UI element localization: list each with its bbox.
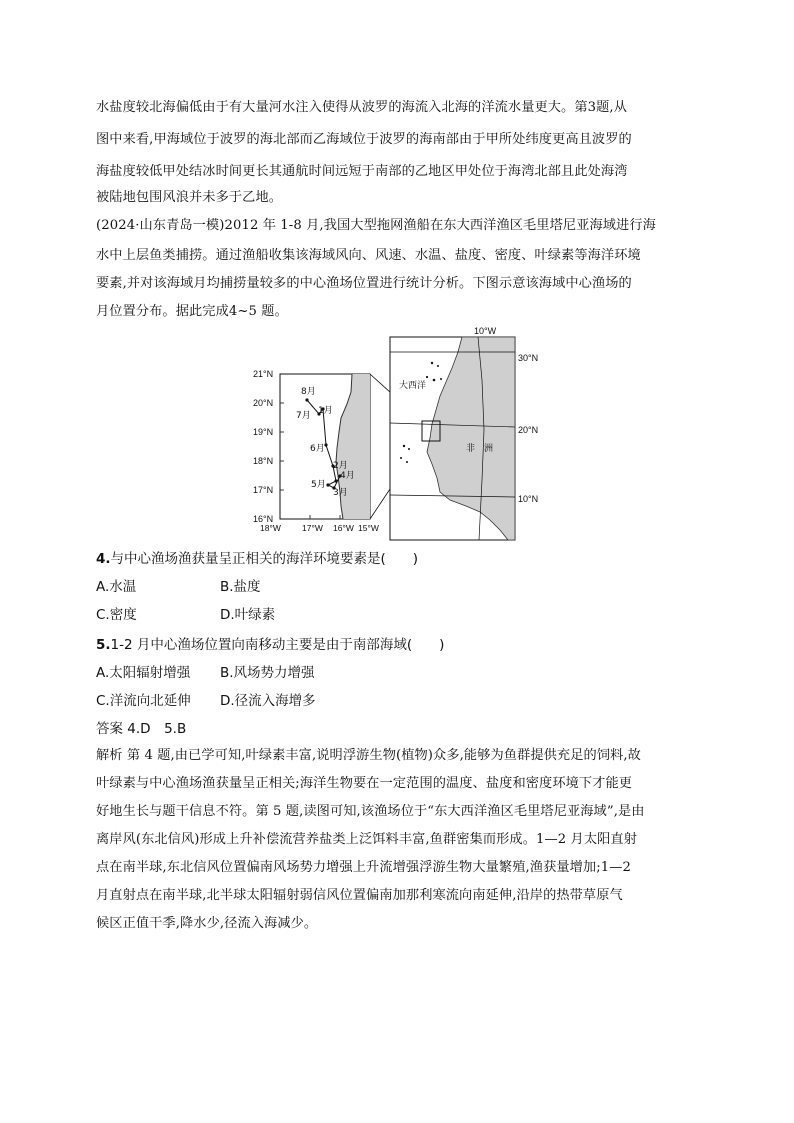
q5-number: 5. [96, 637, 111, 653]
ocean-label: 大西洋 [399, 381, 427, 391]
q4-number: 4. [96, 551, 111, 567]
inset-lat-18: 18°N [253, 456, 274, 466]
analysis-line-6: 月直射点在南半球,北半球太阳辐射弱信风位置偏南加那利寒流向南延伸,沿岸的热带草原气 [96, 888, 623, 903]
inset-lat-16: 16°N [253, 514, 274, 524]
month-1: 1月 [318, 406, 333, 416]
intro-line-3: 海盐度较低甲处结冰时间更长其通航时间远短于南部的乙地区甲处位于海湾北部且此处海湾 [96, 164, 628, 179]
inset-lon-16: 16°W [333, 523, 354, 533]
analysis-line-1: 解析 第 4 题,由已学可知,叶绿素丰富,说明浮游生物(植物)众多,能够为鱼群提供充足的饲料,故 [96, 748, 641, 763]
material-line-2: 水中上层鱼类捕捞。通过渔船收集该海域风向、风速、水温、盐度、密度、叶绿素等海洋环境 [96, 248, 641, 263]
q5-option-d[interactable]: D.径流入海增多 [220, 693, 316, 709]
analysis-line-7: 候区正值干季,降水少,径流入海减少。 [96, 916, 318, 931]
month-7: 7月 [296, 411, 311, 421]
intro-line-1: 水盐度较北海偏低由于有大量河水注入使得从波罗的海流入北海的洋流水量更大。第3题,从 [96, 100, 627, 115]
inset-lon-18: 18°W [260, 523, 281, 533]
fishing-ground-map [0, 0, 794, 560]
inset-lat-19: 19°N [253, 427, 274, 437]
month-5: 5月 [311, 480, 326, 490]
analysis-line-4: 离岸风(东北信风)形成上升补偿流营养盐类上泛饵料丰富,鱼群密集而形成。1—2 月太阳直射 [96, 832, 637, 847]
q4-option-c[interactable]: C.密度 [96, 607, 137, 623]
q4-option-d[interactable]: D.叶绿素 [220, 607, 276, 623]
q5-option-c[interactable]: C.洋流向北延伸 [96, 693, 191, 709]
q5-text: 1-2 月中心渔场位置向南移动主要是由于南部海域( ) [110, 637, 445, 653]
q4-stem [96, 548, 418, 570]
month-2: 2月 [333, 461, 348, 471]
material-line-1: (2024·山东青岛一模)2012 年 1-8 月,我国大型拖网渔船在东大西洋渔区毛里塔尼亚海域进行海 [96, 218, 656, 233]
inset-lat-20: 20°N [253, 398, 274, 408]
q4-option-b[interactable]: B.盐度 [220, 579, 261, 595]
analysis-line-3: 好地生长与题干信息不符。第 5 题,读图可知,该渔场位于“东大西洋渔区毛里塔尼亚海域”,是由 [96, 804, 645, 819]
analysis-line-2: 叶绿素与中心渔场渔获量呈正相关;海洋生物要在一定范围的温度、盐度和密度环境下才能更 [96, 776, 633, 791]
inset-lon-15: 15°W [358, 523, 379, 533]
material-line-4: 月位置分布。据此完成4~5 题。 [96, 304, 288, 319]
continent-label: 非 洲 [466, 444, 494, 454]
q4-text: 与中心渔场渔获量呈正相关的海洋环境要素是( ) [110, 551, 419, 567]
inset-lat-21: 21°N [253, 369, 274, 379]
main-lat-10n: 10°N [518, 494, 539, 504]
month-3: 3月 [333, 488, 348, 498]
inset-lat-17: 17°N [253, 485, 274, 495]
q5-option-a[interactable]: A.太阳辐射增强 [96, 665, 191, 681]
intro-line-2: 图中来看,甲海域位于波罗的海北部而乙海域位于波罗的海南部由于甲所处纬度更高且波罗的 [96, 132, 632, 147]
answer-line: 答案 4.D 5.B [96, 721, 187, 737]
q5-option-b[interactable]: B.风场势力增强 [220, 665, 315, 681]
month-8: 8月 [301, 387, 316, 397]
main-lon-10w: 10°W [474, 326, 497, 336]
q5-stem [96, 634, 444, 656]
intro-line-4: 被陆地包围风浪并未多于乙地。 [96, 190, 283, 205]
month-6: 6月 [310, 444, 325, 454]
q4-option-a[interactable]: A.水温 [96, 579, 137, 595]
inset-lon-17: 17°W [302, 523, 323, 533]
material-line-3: 要素,并对该海域月均捕捞量较多的中心渔场位置进行统计分析。下图示意该海域中心渔场的 [96, 276, 632, 291]
analysis-line-5: 点在南半球,东北信风位置偏南风场势力增强上升流增强浮游生物大量繁殖,渔获量增加;1—2 [96, 860, 632, 875]
main-lat-30n: 30°N [518, 353, 539, 363]
main-lat-20n: 20°N [518, 425, 539, 435]
month-4: 4月 [340, 471, 355, 481]
